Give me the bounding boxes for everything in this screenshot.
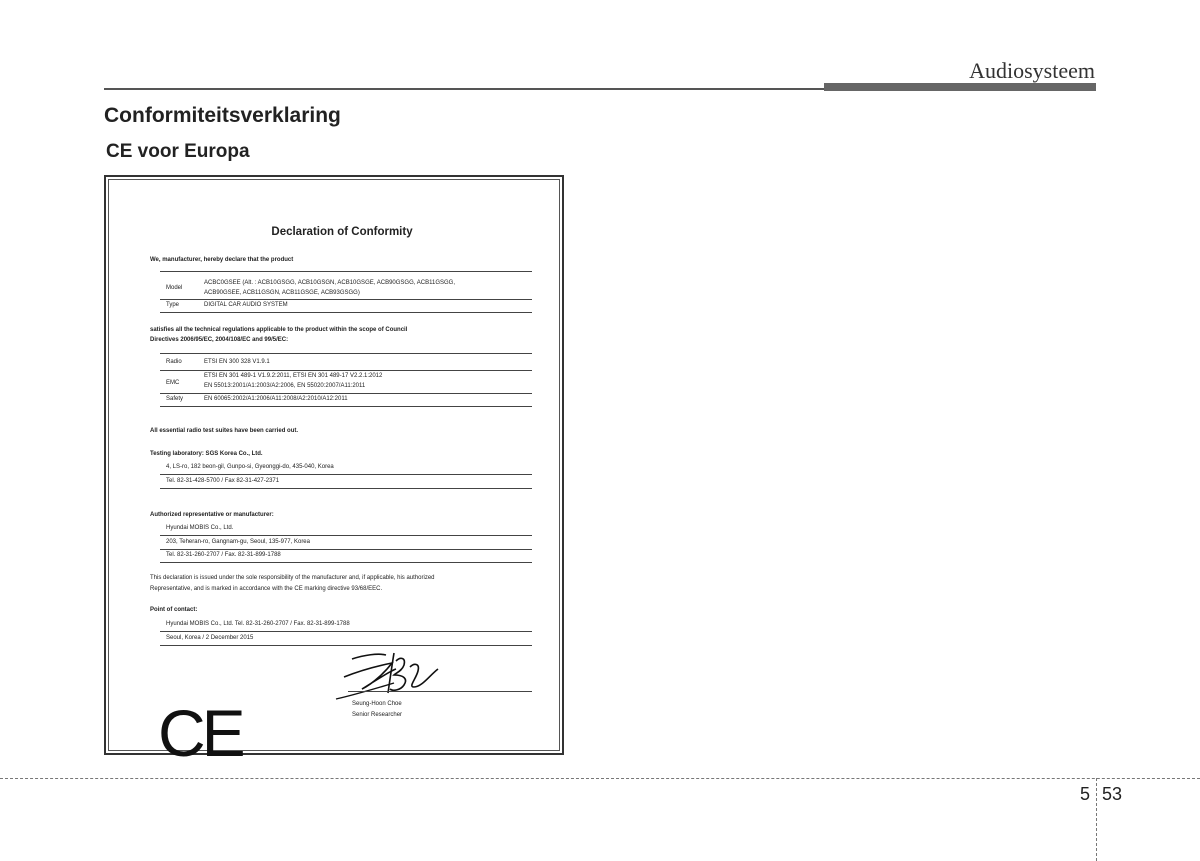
table-rule bbox=[160, 645, 532, 646]
signatory-name: Seung-Hoon Choe bbox=[352, 701, 402, 707]
representative-heading: Authorized representative or manufacturer: bbox=[150, 512, 274, 518]
header-accent-bar bbox=[824, 83, 1096, 91]
radio-value: ETSI EN 300 328 V1.9.1 bbox=[204, 359, 270, 365]
contact-heading: Point of contact: bbox=[150, 607, 198, 613]
emc-label: EMC bbox=[166, 380, 180, 386]
emc-value-line1: ETSI EN 301 489-1 V1.9.2:2011, ETSI EN 301 489-17 V2.2.1:2012 bbox=[204, 373, 383, 379]
responsibility-line2: Representative, and is marked in accordance with the CE marking directive 93/68/EEC. bbox=[150, 586, 383, 592]
section-number: 5 bbox=[1080, 784, 1091, 804]
contact-details: Hyundai MOBIS Co., Ltd. Tel. 82-31-260-2707 / Fax. 82-31-899-1788 bbox=[166, 621, 350, 627]
satisfies-line1: satisfies all the technical regulations applicable to the product within the scope of Council bbox=[150, 327, 408, 333]
responsibility-line1: This declaration is issued under the sole responsibility of the manufacturer and, if applicable, his authorized bbox=[150, 575, 435, 581]
table-rule bbox=[160, 271, 532, 272]
representative-phone: Tel. 82-31-260-2707 / Fax. 82-31-899-1788 bbox=[166, 552, 281, 558]
representative-name: Hyundai MOBIS Co., Ltd. bbox=[166, 525, 234, 531]
table-rule bbox=[160, 549, 532, 550]
tests-statement: All essential radio test suites have been carried out. bbox=[150, 428, 299, 434]
representative-address: 203, Teheran-ro, Gangnam-gu, Seoul, 135-977, Korea bbox=[166, 539, 310, 545]
certificate-frame bbox=[104, 175, 564, 770]
declaration-title: Declaration of Conformity bbox=[271, 226, 413, 238]
page-subheading: CE voor Europa bbox=[106, 141, 250, 162]
table-rule bbox=[160, 535, 532, 536]
safety-value: EN 60065:2002/A1:2006/A11:2008/A2:2010/A12:2011 bbox=[204, 396, 348, 402]
table-rule bbox=[160, 353, 532, 354]
signature-line bbox=[348, 691, 532, 692]
section-title: Audiosysteem bbox=[969, 58, 1095, 83]
header-rule bbox=[104, 88, 824, 90]
table-rule bbox=[160, 474, 532, 475]
signature-icon bbox=[334, 649, 444, 707]
footer-dashed-rule bbox=[0, 778, 1200, 779]
type-label: Type bbox=[166, 302, 180, 308]
table-rule bbox=[160, 406, 532, 407]
page-heading: Conformiteitsverklaring bbox=[104, 104, 341, 127]
lab-phone: Tel. 82-31-428-5700 / Fax 82-31-427-2371 bbox=[166, 478, 280, 484]
contact-place-date: Seoul, Korea / 2 December 2015 bbox=[166, 635, 254, 641]
table-rule bbox=[160, 631, 532, 632]
page-number: 53 bbox=[1102, 784, 1123, 804]
table-rule bbox=[160, 393, 532, 394]
emc-value-line2: EN 55013:2001/A1:2003/A2:2006, EN 55020:2007/A11:2011 bbox=[204, 383, 366, 389]
declaration-intro: We, manufacturer, hereby declare that the product bbox=[150, 257, 294, 263]
lab-address: 4, LS-ro, 182 beon-gil, Gunpo-si, Gyeonggi-do, 435-040, Korea bbox=[166, 464, 334, 470]
model-label: Model bbox=[166, 285, 183, 291]
table-rule bbox=[160, 299, 532, 300]
table-rule bbox=[160, 562, 532, 563]
table-rule bbox=[160, 488, 532, 489]
radio-label: Radio bbox=[166, 359, 182, 365]
table-rule bbox=[160, 312, 532, 313]
model-value-line1: ACBC0GSEE (Alt. : ACB10GSGG, ACB10GSGN, ACB10GSGE, ACB90GSGG, ACB11GSGG, bbox=[204, 280, 455, 286]
model-value-line2: ACB90GSEE, ACB11GSGN, ACB11GSGE, ACB93GSGG) bbox=[204, 290, 360, 296]
footer-dashed-divider bbox=[1096, 778, 1097, 861]
type-value: DIGITAL CAR AUDIO SYSTEM bbox=[204, 302, 288, 308]
lab-heading: Testing laboratory: SGS Korea Co., Ltd. bbox=[150, 451, 263, 457]
satisfies-line2: Directives 2006/95/EC, 2004/108/EC and 99/5/EC: bbox=[150, 337, 289, 343]
ce-mark: CE bbox=[158, 696, 242, 770]
safety-label: Safety bbox=[166, 396, 184, 402]
table-rule bbox=[160, 370, 532, 371]
signatory-title: Senior Researcher bbox=[352, 712, 403, 718]
